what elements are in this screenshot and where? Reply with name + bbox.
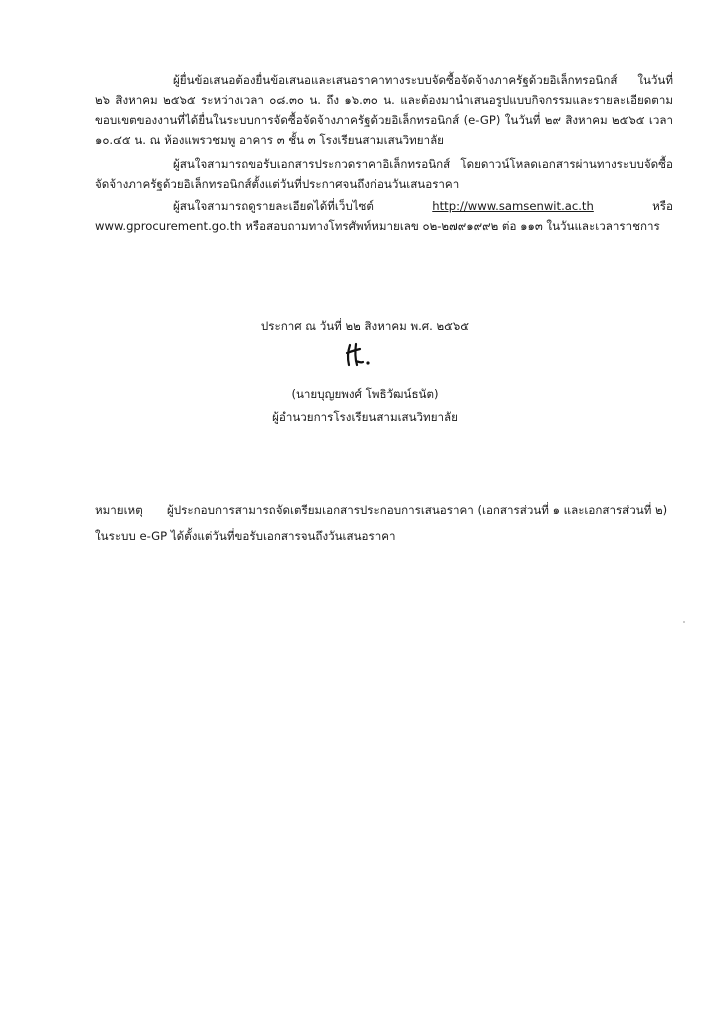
school-website-link[interactable]: http://www.samsenwit.ac.th (432, 199, 594, 213)
signer-name: (นายบุญยพงศ์ โพธิวัฒน์ธนัต) (291, 387, 439, 401)
note-label: หมายเหตุ (95, 503, 143, 517)
scan-speck (683, 621, 685, 623)
note-paragraph (95, 497, 673, 549)
bid-submission-paragraph (95, 70, 673, 150)
note-text: ผู้ประกอบการสามารถจัดเตรียมเอกสารประกอบการเสนอราคา (เอกสารส่วนที่ ๑ และเอกสารส่วนที่ ๒) ในระบบ e-GP ได้ตั้งแต่วันที่ขอรับเอกสารจนถึงวันเสนอราคา (95, 503, 668, 543)
contact-text-after: หรือสอบถามทางโทรศัพท์หมายเลข ๐๒-๒๗๙๑๙๙๒ ต่อ ๑๑๓ ในวันและเวลาราชการ (241, 219, 660, 233)
announce-date: ประกาศ ณ วันที่ ๒๒ สิงหาคม พ.ศ. ๒๕๖๕ (260, 319, 470, 333)
contact-paragraph (95, 196, 673, 236)
signer-title: ผู้อำนวยการโรงเรียนสามเสนวิทยาลัย (272, 410, 458, 424)
document-download-paragraph (95, 154, 673, 194)
gprocurement-link[interactable]: www.gprocurement.go.th (95, 219, 242, 233)
contact-text-middle: หรือ (593, 199, 673, 213)
document-download-text: ผู้สนใจสามารถขอรับเอกสารประกวดราคาอิเล็กทรอนิกส์ โดยดาวน์โหลดเอกสารผ่านทางระบบจัดซื้อจัดจ้างภาครัฐด้วยอิเล็กทรอนิกส์ตั้งแต่วันที่ประกาศจนถึงก่อนวันเสนอราคา (95, 157, 673, 191)
contact-text-before: ผู้สนใจสามารถดูรายละเอียดได้ที่เว็บไซต์ (173, 199, 433, 213)
signature-mark (342, 341, 374, 369)
bid-submission-text: ผู้ยื่นข้อเสนอต้องยื่นข้อเสนอและเสนอราคาทางระบบจัดซื้อจัดจ้างภาครัฐด้วยอิเล็กทรอนิกส์ ในวันที่ ๒๖ สิงหาคม ๒๕๖๕ ระหว่างเวลา ๐๘.๓๐ น. ถึง ๑๖.๓๐ น. และต้องมานำเสนอรูปแบบกิจกรรมและรายละเอียดตามขอบเขตของงานที่ได้ยื่นในระบบการจัดซื้อจัดจ้างภาครัฐด้วยอิเล็กทรอนิกส์ (e-GP) ในวันที่ ๒๙ สิงหาคม ๒๕๖๕ เวลา ๑๐.๔๕ น. ณ ห้องแพรวชมพู อาคาร ๓ ชั้น ๓ โรงเรียนสามเสนวิทยาลัย (95, 73, 673, 147)
